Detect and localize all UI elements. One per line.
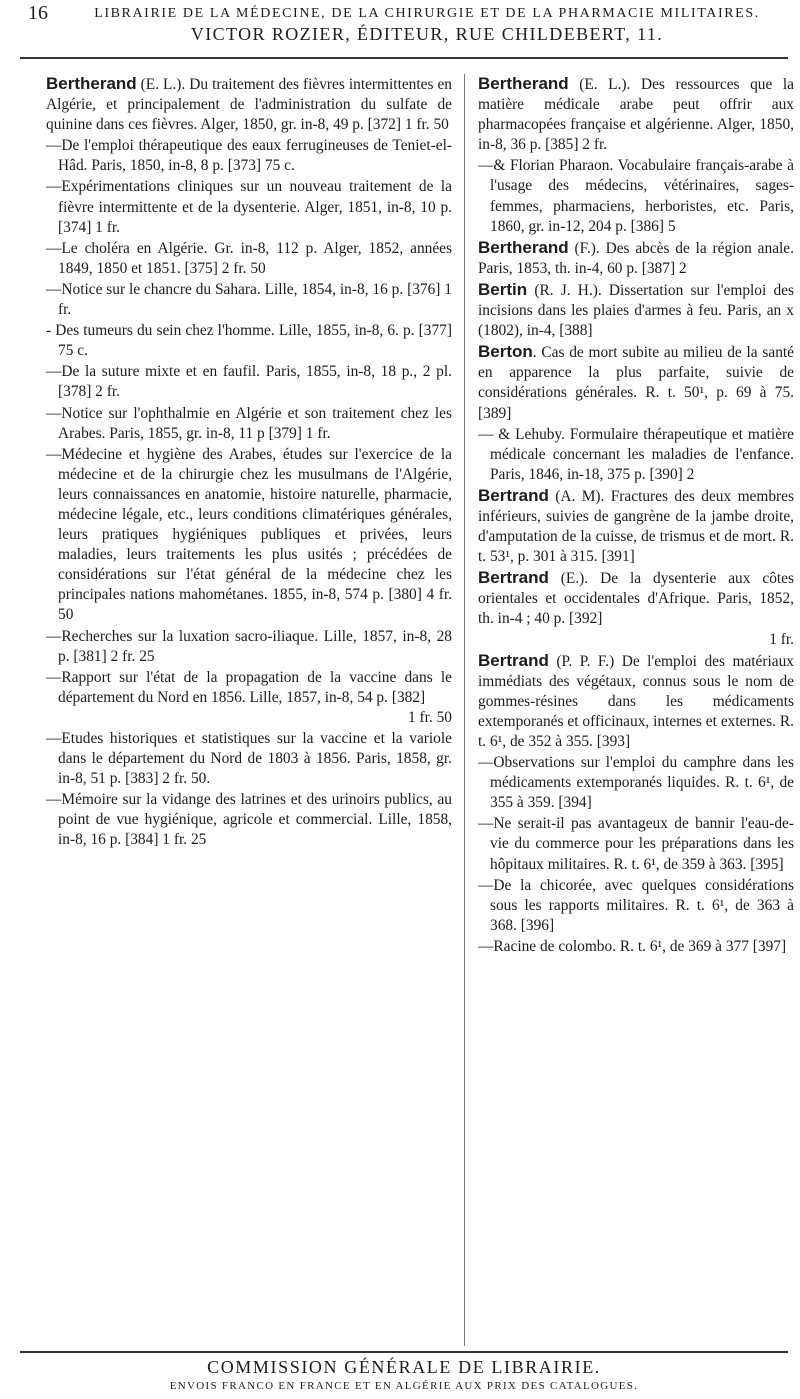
header-rule — [20, 57, 788, 59]
entry-text: —Rapport sur l'état de la propagation de la vaccine dans le département du Nord en 1856. Lille, 1857, in-8, 54 p. [382] — [46, 668, 452, 706]
bibliography-entry — [478, 74, 794, 155]
bibliography-entry — [478, 753, 794, 813]
running-header-publisher-line: LIBRAIRIE DE LA MÉDECINE, DE LA CHIRURGIE ET DE LA PHARMACIE MILITAIRES. — [94, 6, 760, 21]
entry-text: (F.). Des abcès de la région anale. Paris, 1853, th. in-4, 60 p. [387] 2 — [478, 239, 794, 277]
bibliography-entry — [46, 627, 452, 667]
entry-text: . Cas de mort subite au milieu de la santé en apparence la plus parfaite, suivie de considérations générales. R. t. 50¹, p. 69 à 75. [389] — [478, 344, 794, 422]
bibliography-entry — [478, 651, 794, 752]
bibliography-entry — [46, 668, 452, 728]
left-column — [46, 74, 452, 852]
entry-text: (A. M). Fractures des deux membres inférieurs, suivies de gangrène de la jambe droite, d'amputation de la cuisse, de trismus et de mort. R. t. 53¹, p. 301 à 315. [391] — [478, 487, 794, 566]
bibliography-entry — [46, 729, 452, 789]
entry-text: — & Lehuby. Formulaire thérapeutique et matière médicale concernant les maladies de l'enfance. Paris, 1846, in-18, 375 p. [390] 2 — [478, 425, 794, 483]
bibliography-entry — [46, 321, 452, 361]
entry-price: 1 fr. 50 — [407, 708, 452, 726]
entry-text: —Notice sur l'ophthalmie en Algérie et son traitement chez les Arabes. Paris, 1855, gr. in-8, 11 p [379] 1 fr. — [46, 404, 452, 442]
bibliography-entry — [478, 280, 794, 341]
entry-text: (E.). De la dysenterie aux côtes orientales et occidentales d'Afrique. Paris, 1852, th. in-4 ; 40 p. [392] — [478, 570, 794, 628]
entry-text: —Médecine et hygiène des Arabes, études sur l'exercice de la médecine et de la chirurgie chez les musulmans de l'Algérie, leurs connaissances en anatomie, histoire naturelle, pharmacie, médecine légale, etc., leurs conditions climatériques générales, leurs pratiques hygiéniques publiques et privées, leurs maladies, leurs traitements les plus usités ; précédées de considérations sur l'état général de la médecine chez les principales nations mahométanes. 1855, in-8, 574 p. [380] 4 fr. 50 — [46, 445, 452, 624]
entry-text: (P. P. F.) De l'emploi des matériaux immédiats des végétaux, connus sous le nom de gommes-résines dans les médicaments extemporanés et officinaux, internes et externes. R. t. 6¹, de 352 à 355. [393] — [478, 652, 794, 750]
right-column — [478, 74, 794, 958]
bibliography-entry — [46, 362, 452, 402]
bibliography-entry — [46, 177, 452, 237]
bibliography-entry — [46, 136, 452, 176]
footer-shipping-line: ENVOIS FRANCO EN FRANCE ET EN ALGÉRIE AUX PRIX DES CATALOGUES. — [169, 1380, 639, 1392]
entry-author: Bertin — [478, 279, 528, 299]
entry-text: (E. L.). Du traitement des fièvres intermittentes en Algérie, et principalement de l'administration du sulfate de quinine dans ces fièvres. Alger, 1850, gr. in-8, 49 p. [372] 1 fr. 50 — [46, 76, 452, 134]
entry-author: Bertrand — [478, 650, 549, 670]
entry-text: —Ne serait-il pas avantageux de bannir l'eau-de-vie du commerce pour les préparations dans les hôpitaux militaires. R. t. 6¹, de 359 à 363. [395] — [478, 815, 794, 873]
running-header-editor-line: VICTOR ROZIER, ÉDITEUR, RUE CHILDEBERT, 11. — [190, 24, 664, 44]
entry-author: Bertherand — [478, 74, 569, 93]
entry-text: —Recherches sur la luxation sacro-iliaque. Lille, 1857, in-8, 28 p. [381] 2 fr. 25 — [46, 627, 452, 665]
footer-commission-line: COMMISSION GÉNÉRALE DE LIBRAIRIE. — [207, 1357, 601, 1377]
entry-text: —Notice sur le chancre du Sahara. Lille, 1854, in-8, 16 p. [376] 1 fr. — [46, 280, 452, 319]
entry-text: —Expérimentations cliniques sur un nouveau traitement de la fièvre intermittente et de la dysenterie. Alger, 1851, in-8, 10 p. [374] 1 fr. — [46, 178, 452, 236]
bibliography-entry — [478, 342, 794, 423]
entry-text: —Etudes historiques et statistiques sur la vaccine et la variole dans le département du Nord de 1803 à 1856. Paris, 1858, gr. in-8, 51 p. [383] 2 fr. 50. — [46, 730, 452, 788]
column-divider — [464, 74, 465, 1346]
entry-text: —Racine de colombo. R. t. 6¹, de 369 à 377 [397] — [478, 937, 787, 955]
page-number: 16 — [28, 2, 48, 24]
entry-author: Bertrand — [478, 568, 549, 588]
bibliography-entry — [46, 445, 452, 626]
bibliography-entry — [478, 814, 794, 874]
entry-text: —De la chicorée, avec quelques considérations sous les rapports militaires. R. t. 6¹, de 363 à 368. [396] — [478, 876, 794, 934]
entry-text: —Mémoire sur la vidange des latrines et des urinoirs publics, au point de vue hygiénique, agricole et commercial. Lille, 1858, in-8, 16 p. [384] 1 fr. 25 — [46, 791, 452, 849]
entry-price: 1 fr. — [769, 630, 794, 648]
entry-author: Bertherand — [46, 74, 137, 93]
bibliography-entry — [478, 876, 794, 936]
entry-author: Berton — [478, 342, 533, 362]
entry-text: (E. L.). Des ressources que la matière médicale arabe peut offrir aux pharmacopées française et algérienne. Alger, 1850, in-8, 36 p. [385] 2 fr. — [478, 76, 794, 154]
footer-rule — [20, 1351, 788, 1353]
entry-text: —De l'emploi thérapeutique des eaux ferrugineuses de Teniet-el-Hâd. Paris, 1850, in-8, 8 p. [373] 75 c. — [46, 137, 452, 175]
bibliography-entry — [46, 74, 452, 135]
entry-text: —De la suture mixte et en faufil. Paris, 1855, in-8, 18 p., 2 pl. [378] 2 fr. — [46, 363, 452, 401]
bibliography-entry — [46, 404, 452, 444]
bibliography-entry — [478, 568, 794, 649]
entry-author: Bertherand — [478, 237, 569, 257]
bibliography-entry — [478, 238, 794, 279]
entry-text: —Observations sur l'emploi du camphre dans les médicaments extemporanés liquides. R. t. 6¹, de 355 à 359. [394] — [478, 754, 794, 812]
entry-text: (R. J. H.). Dissertation sur l'emploi des incisions dans les plaies d'armes à feu. Paris, an x (1802), in-4, [388] — [478, 281, 794, 340]
entry-text: —& Florian Pharaon. Vocabulaire français-arabe à l'usage des médecins, vétérinaires, sages-femmes, pharmaciens, herboristes, etc. Paris, 1860, gr. in-12, 204 p. [386] 5 — [478, 157, 794, 235]
bibliography-entry — [46, 280, 452, 320]
entry-author: Bertrand — [478, 485, 549, 505]
bibliography-entry — [46, 239, 452, 279]
bibliography-entry — [478, 937, 794, 957]
bibliography-entry — [478, 156, 794, 236]
entry-text: —Le choléra en Algérie. Gr. in-8, 112 p. Alger, 1852, années 1849, 1850 et 1851. [375] 2 fr. 50 — [46, 239, 452, 277]
bibliography-entry — [478, 425, 794, 485]
entry-text: - Des tumeurs du sein chez l'homme. Lille, 1855, in-8, 6. p. [377] 75 c. — [46, 322, 452, 360]
bibliography-entry — [46, 790, 452, 850]
bibliography-entry — [478, 486, 794, 567]
